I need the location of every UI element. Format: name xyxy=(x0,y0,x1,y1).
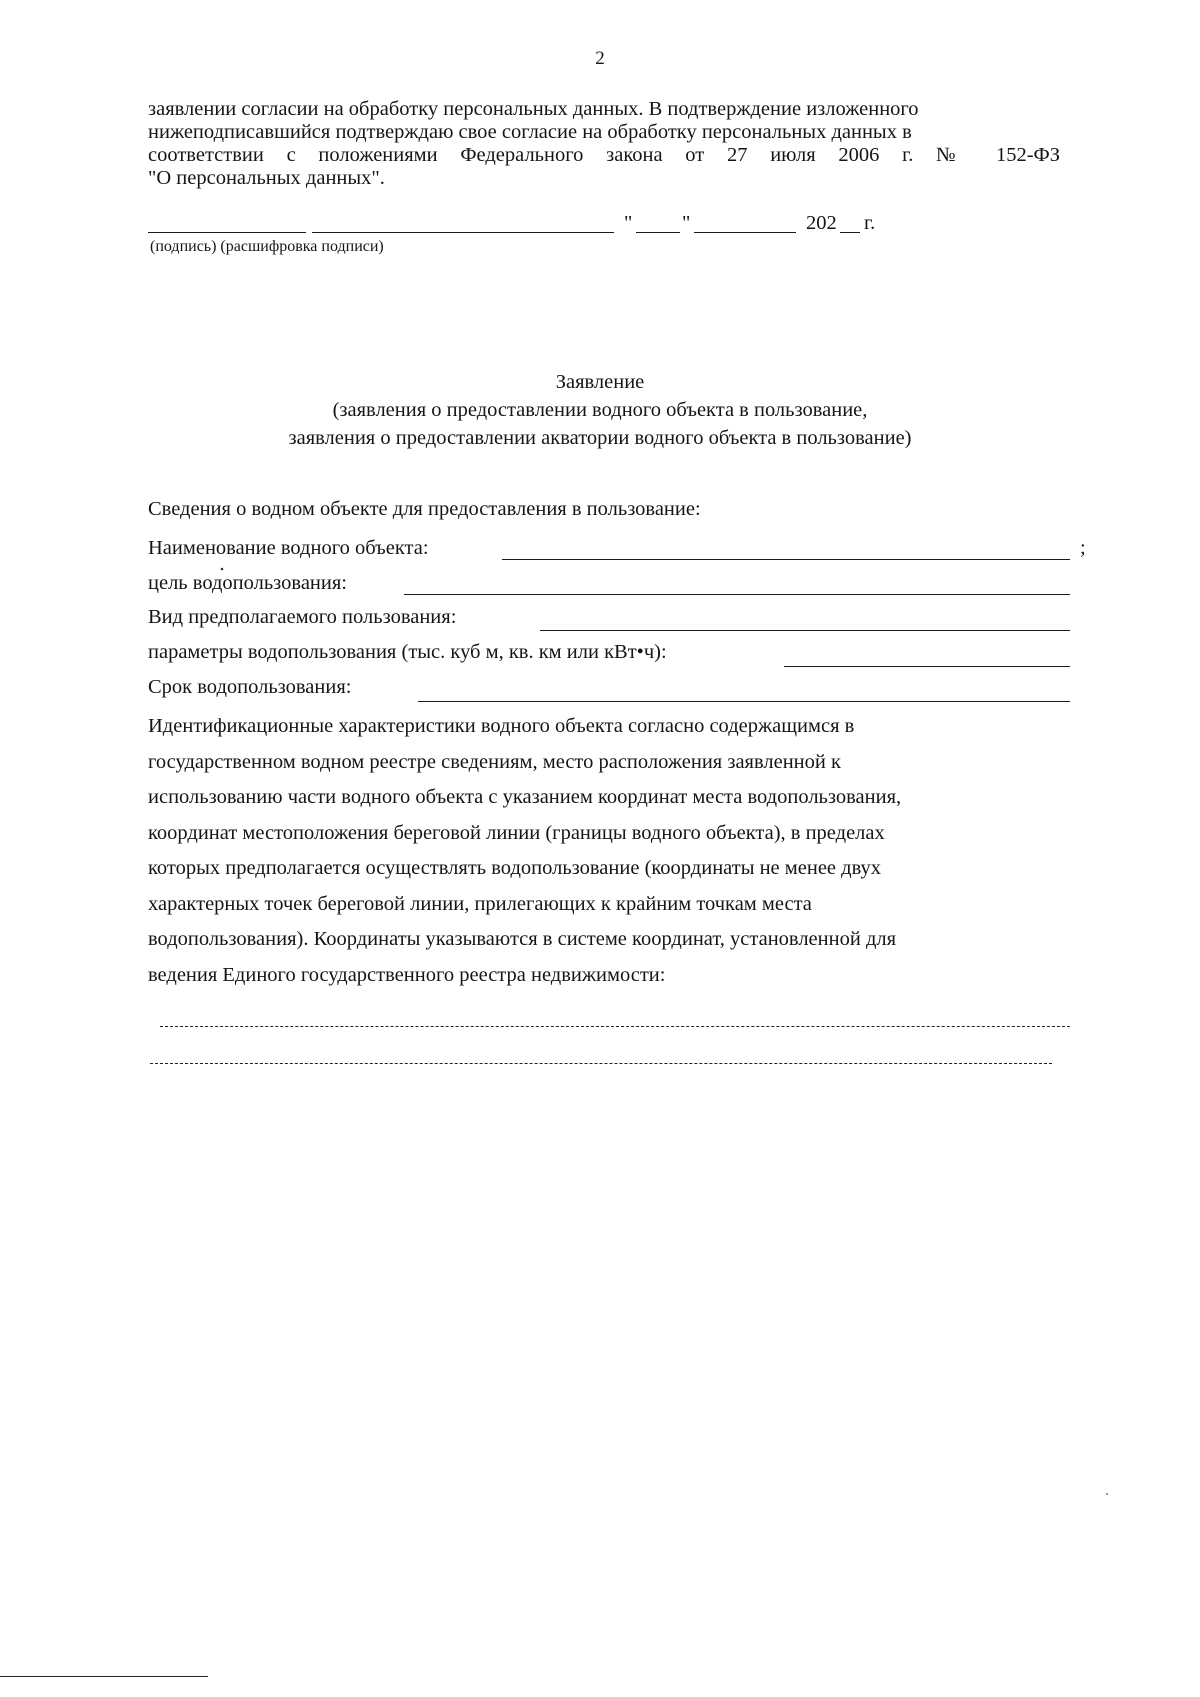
consent-line: "О персональных данных". xyxy=(148,167,385,189)
water-use-term-label: Срок водопользования: xyxy=(148,676,352,698)
description-line: координат местоположения береговой линии (границы водного объекта), в пределах xyxy=(148,821,885,844)
consent-line: соответствии с положениями Федерального закона от 27 июля 2006 г. № 152-ФЗ xyxy=(148,144,1060,166)
description-line: использованию части водного объекта с указанием координат места водопользования, xyxy=(148,786,902,808)
consent-line: заявлении согласии на обработку персональных данных. В подтверждение изложенного xyxy=(148,98,919,120)
description-line: характерных точек береговой линии, прилегающих к крайним точкам места xyxy=(148,892,812,915)
water-use-parameters-label: параметры водопользования (тыс. куб м, кв. км или кВт•ч): xyxy=(148,641,667,663)
description-line: водопользования). Координаты указываются в системе координат, установленной для xyxy=(148,928,897,950)
application-title: Заявление xyxy=(555,371,645,393)
use-type-label: Вид предполагаемого пользования: xyxy=(148,606,457,628)
page-number: 2 xyxy=(595,48,605,69)
consent-line: нижеподписавшийся подтверждаю свое согласие на обработку персональных данных в xyxy=(148,121,912,143)
description-line: которых предполагается осуществлять водопользование (координаты не менее двух xyxy=(148,857,882,879)
description-line: ведения Единого государственного реестра недвижимости: xyxy=(148,963,666,986)
application-subtitle: (заявления о предоставлении водного объекта в пользование, xyxy=(332,399,868,421)
date-quote-open: " xyxy=(624,212,633,234)
date-quote-close: " xyxy=(682,212,691,234)
section-heading: Сведения о водном объекте для предоставления в пользование: xyxy=(148,498,701,520)
signature-caption: (подпись) (расшифровка подписи) xyxy=(150,238,384,255)
date-year-suffix: г. xyxy=(864,212,876,234)
date-year-prefix: 202 xyxy=(806,212,837,234)
application-subtitle: заявления о предоставлении акватории водного объекта в пользование) xyxy=(288,427,912,449)
description-line: государственном водном реестре сведениям, место расположения заявленной к xyxy=(148,750,841,773)
water-use-purpose-label: цель водопользования: xyxy=(148,572,347,594)
description-line: Идентификационные характеристики водного объекта согласно содержащимся в xyxy=(148,715,855,737)
water-object-name-label: Наименование водного объекта: xyxy=(148,537,429,559)
water-object-name-suffix: ; xyxy=(1080,537,1086,559)
